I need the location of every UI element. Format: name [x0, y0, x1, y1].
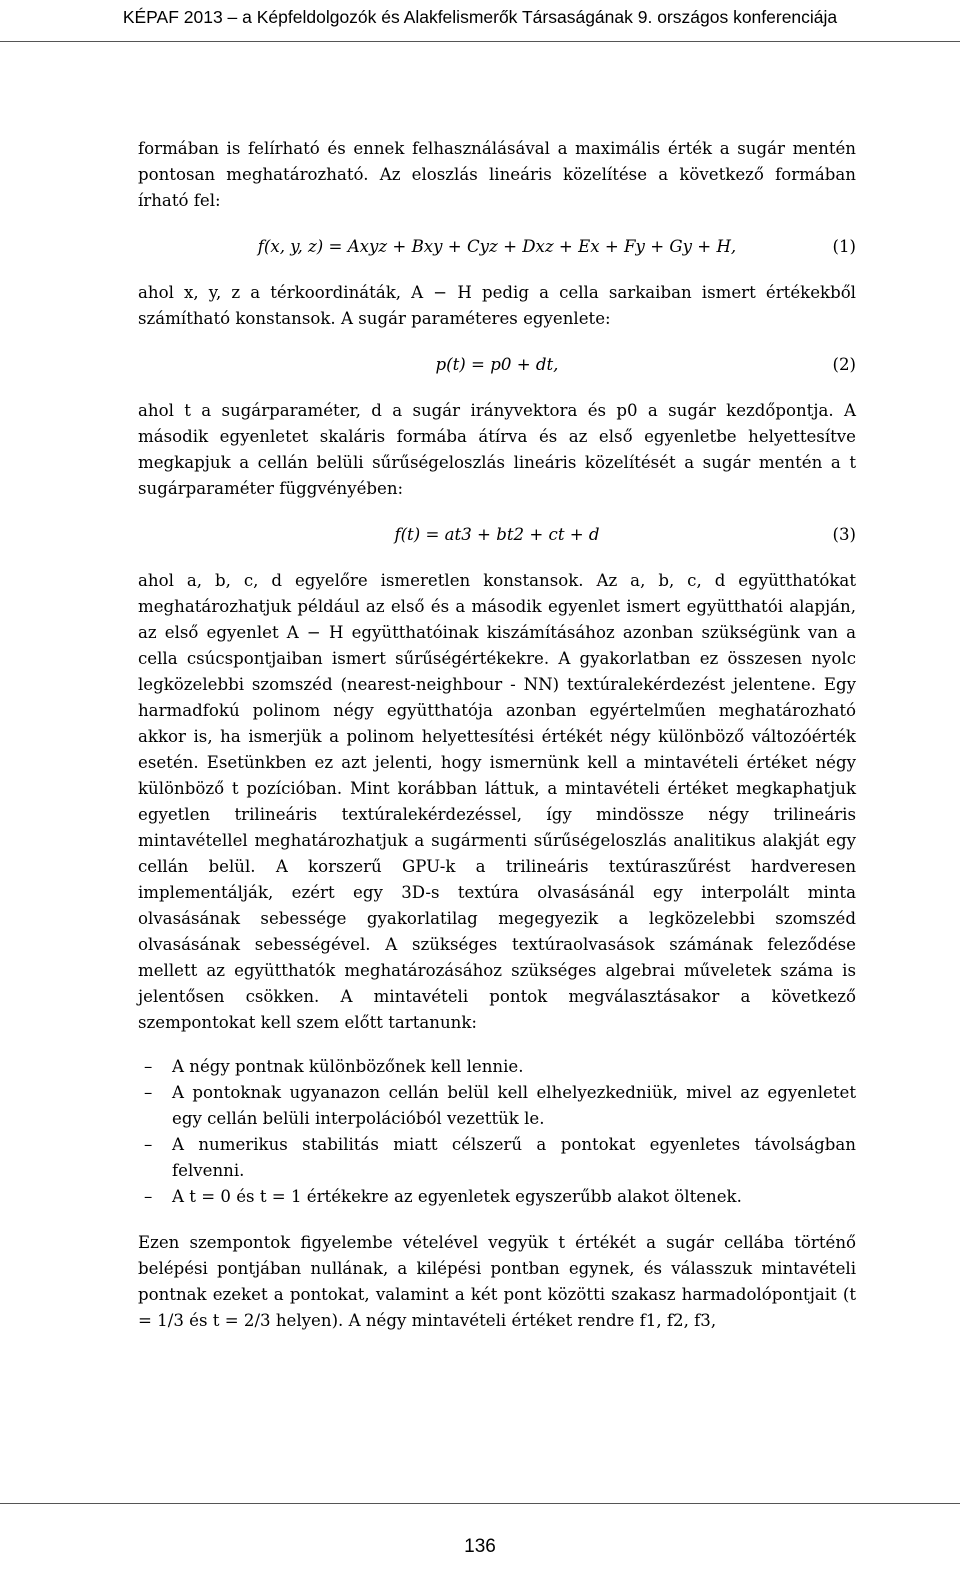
equation-3 — [138, 522, 856, 548]
list-item: – A numerikus stabilitás miatt célszerű a pontokat egyenletes távolságban felvenni. — [138, 1132, 856, 1184]
equation-2 — [138, 352, 856, 378]
list-item: – A pontoknak ugyanazon cellán belül kell elhelyezkedniük, mivel az egyenletet egy cellán belüli interpolációból vezettük le. — [138, 1080, 856, 1132]
equation-3-number: (3) — [832, 525, 856, 544]
list-item: – A t = 0 és t = 1 értékekre az egyenletek egyszerűbb alakot öltenek. — [138, 1184, 856, 1210]
criteria-list — [138, 1054, 856, 1210]
equation-3-formula: f(t) = at3 + bt2 + ct + d — [394, 525, 600, 544]
paragraph-1: formában is felírható és ennek felhasználásával a maximális érték a sugár mentén pontosan meghatározható. Az eloszlás lineáris közelítése a következő formában írható fel: — [138, 139, 856, 210]
page-body — [138, 136, 856, 1334]
paragraph-4: ahol a, b, c, d egyelőre ismeretlen konstansok. Az a, b, c, d együtthatókat meghatározhatjuk például az első és a második egyenlet ismert együtthatói alapján, az első egyenlet A − H együtthatóinak kiszámításához azonban szükségünk van a cella csúcspontjaiban ismert sűrűségértékekre. A gyakorlatban ez összesen nyolc legközelebbi szomszéd (nearest-neighbour - NN) textúralekérdezést jelentene. Egy harmadfokú polinom négy együtthatója azonban egyértelműen meghatározható akkor is, ha ismerjük a polinom helyettesítési értékét négy különböző változóérték esetén. Esetünkben ez azt jelenti, hogy ismernünk kell a mintavételi értéket négy különböző t pozícióban. Mint korábban láttuk, a mintavételi értéket megkaphatjuk egyetlen trilineáris textúralekérdezéssel, így mindössze négy trilineáris mintavétellel meghatározhatjuk a sugármenti sűrűségeloszlás analitikus alakját egy cellán belül. A korszerű GPU-k a trilineáris textúraszűrést hardveresen implementálják, ezért egy 3D-s textúra olvasásánál egy interpolált minta olvasásának sebessége gyakorlatilag megegyezik a legközelebbi szomszéd olvasásának sebességével. A szükséges textúraolvasások számának feleződése mellett az együtthatók meghatározásához szükséges algebrai műveletek száma is jelentősen csökken. A mintavételi pontok megválasztásakor a következő szempontokat kell szem előtt tartanunk: — [138, 571, 856, 1032]
page-number: 136 — [464, 1536, 496, 1557]
footer-rule — [0, 1503, 960, 1504]
header-rule — [0, 41, 960, 42]
paragraph-5: Ezen szempontok figyelembe vételével vegyük t értékét a sugár cellába történő belépési pontjában nullának, a kilépési pontban egynek, és válasszuk mintavételi pontnak ezeket a pontokat, valamint a két pont közötti szakasz harmadolópontjait (t = 1/3 és t = 2/3 helyen). A négy mintavételi értéket rendre f1, f2, f3, — [138, 1233, 856, 1330]
equation-1-formula: f(x, y, z) = Axyz + Bxy + Cyz + Dxz + Ex + Fy + Gy + H, — [257, 237, 737, 256]
equation-2-formula: p(t) = p0 + dt, — [435, 355, 559, 374]
equation-1-number: (1) — [832, 237, 856, 256]
running-header: KÉPAF 2013 – a Képfeldolgozók és Alakfelismerők Társaságának 9. országos konferenciája — [122, 7, 838, 27]
equation-2-number: (2) — [832, 355, 856, 374]
list-item: – A négy pontnak különbözőnek kell lennie. — [138, 1054, 856, 1080]
paragraph-2: ahol x, y, z a térkoordináták, A − H pedig a cella sarkaiban ismert értékekből számítható konstansok. A sugár paraméteres egyenlete: — [138, 283, 856, 328]
equation-1 — [138, 234, 856, 260]
paragraph-3: ahol t a sugárparaméter, d a sugár irányvektora és p0 a sugár kezdőpontja. A második egyenletet skaláris formába átírva és az első egyenletbe helyettesítve megkapjuk a cellán belüli sűrűségeloszlás lineáris közelítését a sugár mentén a t sugárparaméter függvényében: — [138, 401, 856, 498]
